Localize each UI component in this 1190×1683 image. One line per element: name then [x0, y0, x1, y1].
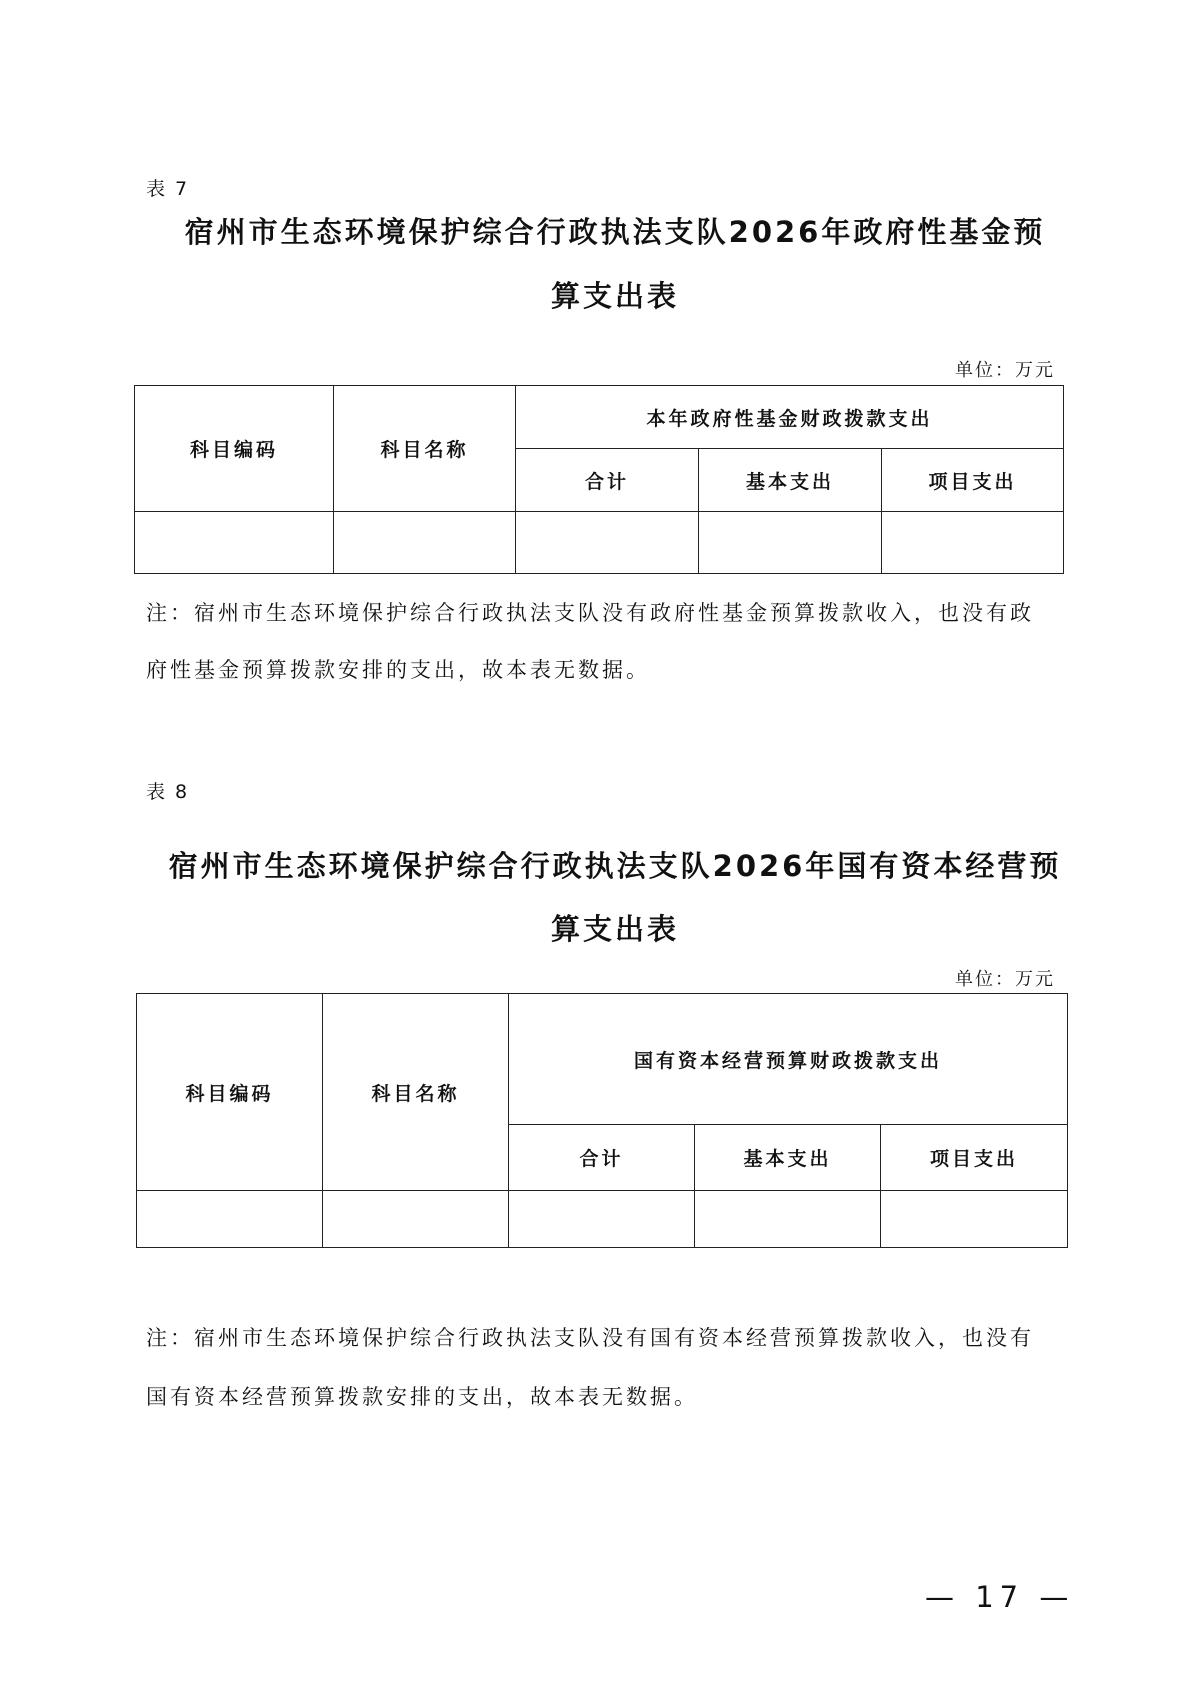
- empty-cell: [135, 512, 334, 574]
- table7-unit: 单位：万元: [955, 360, 1055, 381]
- empty-cell: [334, 512, 516, 574]
- empty-cell: [695, 1191, 881, 1248]
- empty-cell: [509, 1191, 695, 1248]
- table7-title-line2: 算支出表: [550, 279, 679, 313]
- table7-title-line1: 宿州市生态环境保护综合行政执法支队2026年政府性基金预: [184, 215, 1046, 249]
- header-project: 项目支出: [881, 1125, 1068, 1191]
- table8-note-line2: 国有资本经营预算拨款安排的支出，故本表无数据。: [146, 1385, 698, 1409]
- header-code: 科目编码: [135, 386, 334, 512]
- header-name: 科目名称: [323, 994, 509, 1191]
- table8: [136, 993, 1068, 1248]
- empty-cell: [881, 1191, 1068, 1248]
- header-name: 科目名称: [334, 386, 516, 512]
- header-group: 本年政府性基金财政拨款支出: [516, 386, 1064, 449]
- table7: [134, 385, 1064, 574]
- table8-title-line1: 宿州市生态环境保护综合行政执法支队2026年国有资本经营预: [168, 849, 1062, 883]
- table8-note-line1: 注：宿州市生态环境保护综合行政执法支队没有国有资本经营预算拨款收入，也没有: [146, 1326, 1034, 1350]
- empty-cell: [882, 512, 1064, 574]
- table8-title-line2: 算支出表: [550, 912, 679, 946]
- empty-cell: [137, 1191, 323, 1248]
- header-code: 科目编码: [137, 994, 323, 1191]
- empty-cell: [323, 1191, 509, 1248]
- header-basic: 基本支出: [699, 449, 882, 512]
- table7-note-line1: 注：宿州市生态环境保护综合行政执法支队没有政府性基金预算拨款收入，也没有政: [146, 601, 1034, 625]
- empty-cell: [516, 512, 699, 574]
- page-number: — 17 —: [925, 1580, 1075, 1614]
- table8-unit: 单位：万元: [955, 969, 1055, 990]
- table7-label: 表 7: [146, 178, 190, 200]
- header-basic: 基本支出: [695, 1125, 881, 1191]
- table-row: [135, 512, 1064, 574]
- header-group: 国有资本经营预算财政拨款支出: [509, 994, 1068, 1125]
- header-total: 合计: [509, 1125, 695, 1191]
- table8-label: 表 8: [146, 781, 190, 803]
- header-total: 合计: [516, 449, 699, 512]
- empty-cell: [699, 512, 882, 574]
- table7-note-line2: 府性基金预算拨款安排的支出，故本表无数据。: [146, 658, 650, 682]
- header-project: 项目支出: [882, 449, 1064, 512]
- table-row: [137, 1191, 1068, 1248]
